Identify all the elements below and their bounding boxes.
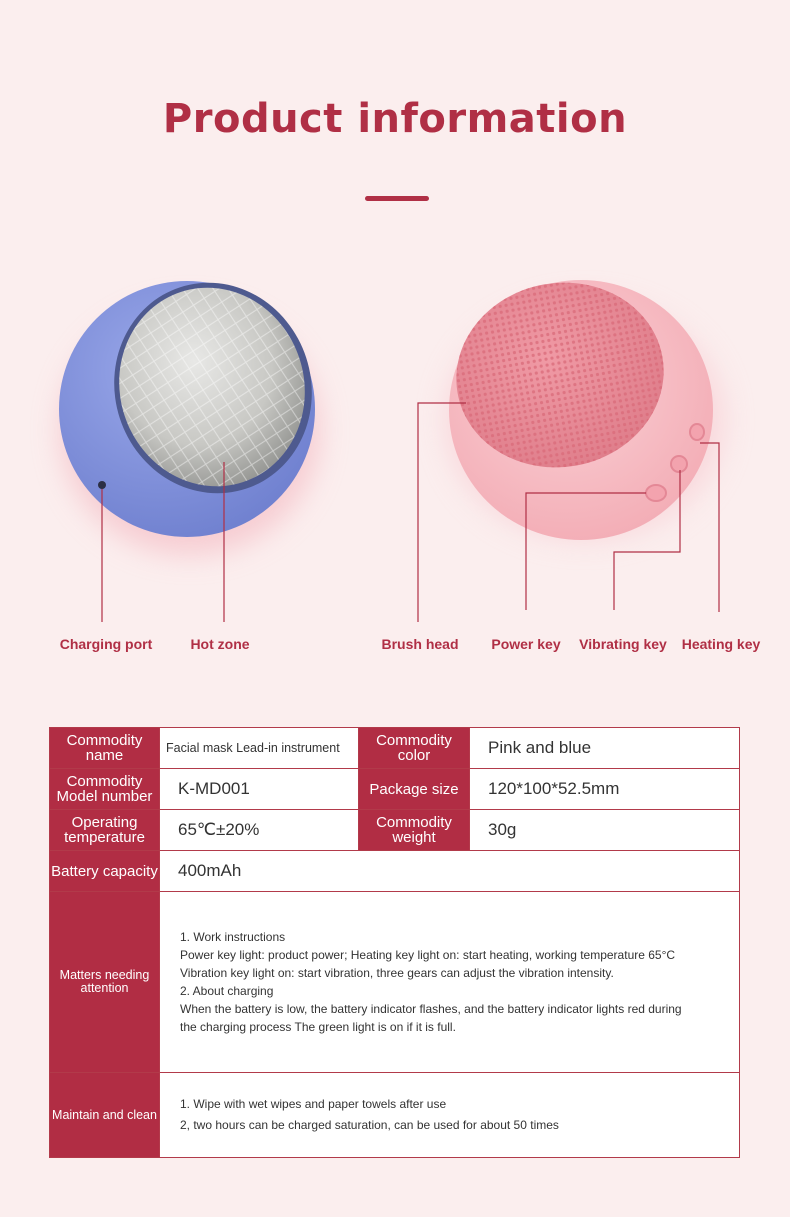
callout-hot-zone: Hot zone xyxy=(190,636,250,652)
table-row xyxy=(50,1073,740,1158)
table-row xyxy=(50,769,740,810)
table-row xyxy=(50,728,740,769)
blue-device xyxy=(59,260,339,555)
weight-value: 30g xyxy=(470,810,740,851)
callout-charging-port: Charging port xyxy=(59,636,153,652)
commodity-color-label: Commodity color xyxy=(359,728,470,769)
attention-label: Matters needing attention xyxy=(50,892,160,1073)
table-row xyxy=(50,810,740,851)
callout-heating-key: Heating key xyxy=(681,636,761,652)
maintain-label: Maintain and clean xyxy=(50,1073,160,1158)
table-row xyxy=(50,892,740,1073)
maintain-notes xyxy=(160,1073,740,1158)
battery-value: 400mAh xyxy=(160,851,740,892)
commodity-name-value: Facial mask Lead-in instrument xyxy=(160,728,359,769)
callout-power-key: Power key xyxy=(491,636,561,652)
callout-brush-head: Brush head xyxy=(381,636,459,652)
maintain-line: 2, two hours can be charged saturation, can be used for about 50 times xyxy=(180,1118,559,1132)
maintain-line: 1. Wipe with wet wipes and paper towels after use xyxy=(180,1097,447,1111)
attention-line: the charging process The green light is on if it is full. xyxy=(180,1020,456,1034)
model-value: K-MD001 xyxy=(160,769,359,810)
page-title: Product information xyxy=(162,96,628,142)
attention-line: When the battery is low, the battery indicator flashes, and the battery indicator lights red during xyxy=(180,1002,682,1016)
commodity-color-value: Pink and blue xyxy=(470,728,740,769)
operating-temp-value: 65℃±20% xyxy=(160,810,359,851)
package-size-label: Package size xyxy=(359,769,470,810)
attention-line: Vibration key light on: start vibration, three gears can adjust the vibration intensity. xyxy=(180,966,614,980)
title-divider xyxy=(365,196,429,201)
table-row xyxy=(50,851,740,892)
product-illustration xyxy=(0,260,790,660)
pink-device xyxy=(442,266,725,540)
spec-table xyxy=(49,727,740,1158)
callout-vibrating-key: Vibrating key xyxy=(579,636,667,652)
attention-notes xyxy=(160,892,740,1073)
attention-line: 1. Work instructions xyxy=(180,930,286,944)
operating-temp-label: Operating temperature xyxy=(50,810,160,851)
attention-line: Power key light: product power; Heating key light on: start heating, working temperature 65°C xyxy=(180,948,676,962)
weight-label: Commodity weight xyxy=(359,810,470,851)
attention-line: 2. About charging xyxy=(180,984,274,998)
package-size-value: 120*100*52.5mm xyxy=(470,769,740,810)
commodity-name-label: Commodity name xyxy=(50,728,160,769)
model-label: Commodity Model number xyxy=(50,769,160,810)
battery-label: Battery capacity xyxy=(50,851,160,892)
